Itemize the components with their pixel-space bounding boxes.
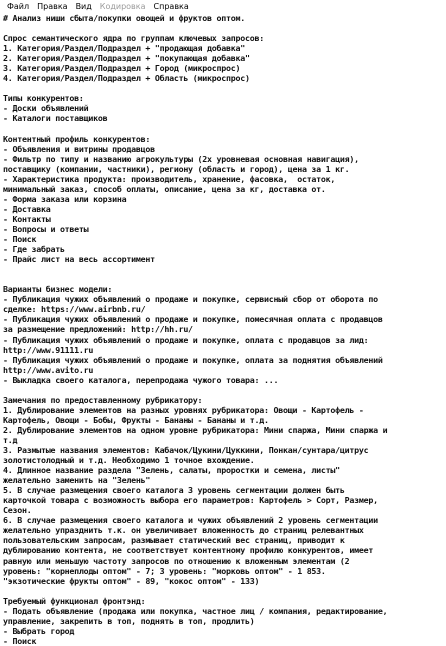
text-line: - Контакты xyxy=(3,213,51,224)
text-line: - Публикация чужих объявлений о продаже и покупке, оплата с продавцов за лид: xyxy=(3,334,369,345)
text-line: Замечания по предоставленному рубрикатору: xyxy=(3,394,203,405)
text-line xyxy=(3,274,387,284)
text-editor-area[interactable] xyxy=(0,13,446,646)
text-line: - Выбрать город xyxy=(3,625,75,636)
text-line: желательно упразднить т.к. он увеличивает вложенность до страниц релевантных xyxy=(3,525,364,536)
text-line: 5. В случае размещения своего каталога 3 уровень сегментации должен быть xyxy=(3,485,345,496)
menu-view[interactable]: Вид xyxy=(75,2,92,11)
text-line: - Объявления и витрины продавцов xyxy=(3,143,155,154)
text-line xyxy=(3,124,387,134)
text-line: золотистолодный и т.д. Необходимо 1 точное вхождение. xyxy=(3,455,255,466)
text-line: - Доски объявлений xyxy=(3,103,89,114)
text-line: 1. Категория/Раздел/Подраздел + "продающая добавка" xyxy=(3,43,246,54)
document-text[interactable] xyxy=(3,13,387,646)
text-line: Типы конкурентов: xyxy=(3,93,84,104)
text-line xyxy=(3,23,387,33)
text-line: - Форма заказа или корзина xyxy=(3,193,127,204)
text-line: карточкой товара с возможность выбора его параметров: Картофель > Сорт, Размер, xyxy=(3,495,378,506)
text-line xyxy=(3,264,387,274)
menu-encoding: Кодировка xyxy=(99,2,146,11)
text-line: уровень: "корнеплоды оптом" - 7; 3 уровень: "морковь оптом" - 1 853. xyxy=(3,565,326,576)
text-line: 4. Длинное название раздела "Зелень, салаты, проростки и семена, листы" xyxy=(3,465,340,476)
text-line: - Поиск xyxy=(3,234,37,245)
text-line: минимальный заказ, способ оплаты, описание, цена за кг, доставка от. xyxy=(3,183,326,194)
text-line: 3. Размытые названия элементов: Кабачок/Цукини/Цуккини, Понкан/сунтара/цитрус xyxy=(3,445,369,456)
text-line: управление, закрепить в топ, поднять в топ, продлить) xyxy=(3,615,255,626)
menu-edit[interactable]: Правка xyxy=(37,2,68,11)
text-line: 3. Категория/Раздел/Подраздел + Город (микроспрос) xyxy=(3,63,241,74)
text-line: Варианты бизнес модели: xyxy=(3,284,113,295)
text-line: Спрос семантического ядра по группам ключевых запросов: xyxy=(3,33,264,44)
menu-help[interactable]: Справка xyxy=(153,2,189,11)
text-line: - Каталоги поставщиков xyxy=(3,113,108,124)
text-line: пользовательским запросам, размывает статический вес страниц, приводит к xyxy=(3,535,345,546)
text-line: - Публикация чужих объявлений о продаже и покупке, оплата за поднятия объявлений xyxy=(3,354,383,365)
text-line xyxy=(3,586,387,596)
text-line: желательно заменить на "Зелень" xyxy=(3,475,151,486)
text-line: Контентный профиль конкурентов: xyxy=(3,133,151,144)
text-line: - Поиск xyxy=(3,635,37,646)
menu-file[interactable]: Файл xyxy=(7,2,30,11)
text-line: - Публикация чужих объявлений о продаже и покупке, сервисный сбор от оборота по xyxy=(3,294,378,305)
text-line: равную или меньшую частоту запросов по отношению к вложенным элементам (2 xyxy=(3,555,350,566)
text-line: 6. В случае размещения своего каталога и чужих объявлений 2 уровень сегментации xyxy=(3,515,378,526)
text-line: 2. Дублирование элементов на одном уровне рубрикатора: Мини спаржа, Мини спаржа и xyxy=(3,424,388,435)
text-line: - Вопросы и ответы xyxy=(3,223,89,234)
text-line: дублированию контента, не соответствует контентному профилю конкурентов, имеет xyxy=(3,545,374,556)
text-line: - Прайс лист на весь ассортимент xyxy=(3,254,155,265)
text-line: http://www.91111.ru xyxy=(3,344,94,355)
text-line xyxy=(3,83,387,93)
text-line: - Публикация чужих объявлений о продаже и покупке, помесячная оплата с продавцов xyxy=(3,314,383,325)
text-line: "экзотические фрукты оптом" - 89, "кокос оптом" - 133) xyxy=(3,575,260,586)
text-line: 2. Категория/Раздел/Подраздел + "покупающая добавка" xyxy=(3,53,250,64)
text-line: - Подать объявление (продажа или покупка, частное лиц / компания, редактирование, xyxy=(3,605,388,616)
text-line: т.д xyxy=(3,434,18,445)
text-line: 1. Дублирование элементов на разных уровнях рубрикатора: Овощи - Картофель - xyxy=(3,404,364,415)
menu-bar xyxy=(0,0,446,13)
text-line: - Характеристика продукта: производитель, хранение, фасовка, остаток, xyxy=(3,173,336,184)
text-line: Требуемый функционал фронтэнд: xyxy=(3,595,146,606)
text-line: Картофель, Овощи - Бобы, Фрукты - Бананы - Бананы и т.д. xyxy=(3,414,269,425)
text-line: Сезон. xyxy=(3,505,32,516)
text-line: сделке: https://www.airbnb.ru/ xyxy=(3,304,146,315)
text-line: - Фильтр по типу и названию агрокультуры (2х уровневая основная навигация), xyxy=(3,153,359,164)
text-line: - Где забрать xyxy=(3,244,65,255)
text-line xyxy=(3,385,387,395)
text-line: http://www.avito.ru xyxy=(3,364,94,375)
text-line: за размещение предложений: http://hh.ru/ xyxy=(3,324,193,335)
text-line: - Доставка xyxy=(3,203,51,214)
text-line: # Анализ ниши сбыта/покупки овощей и фруктов оптом. xyxy=(3,13,246,23)
text-line: 4. Категория/Раздел/Подраздел + Область (микроспрос) xyxy=(3,73,250,84)
text-line: - Выкладка своего каталога, перепродажа чужого товара: ... xyxy=(3,374,279,385)
text-line: поставщику (компании, частники), региону (область и город), цена за 1 кг. xyxy=(3,163,350,174)
